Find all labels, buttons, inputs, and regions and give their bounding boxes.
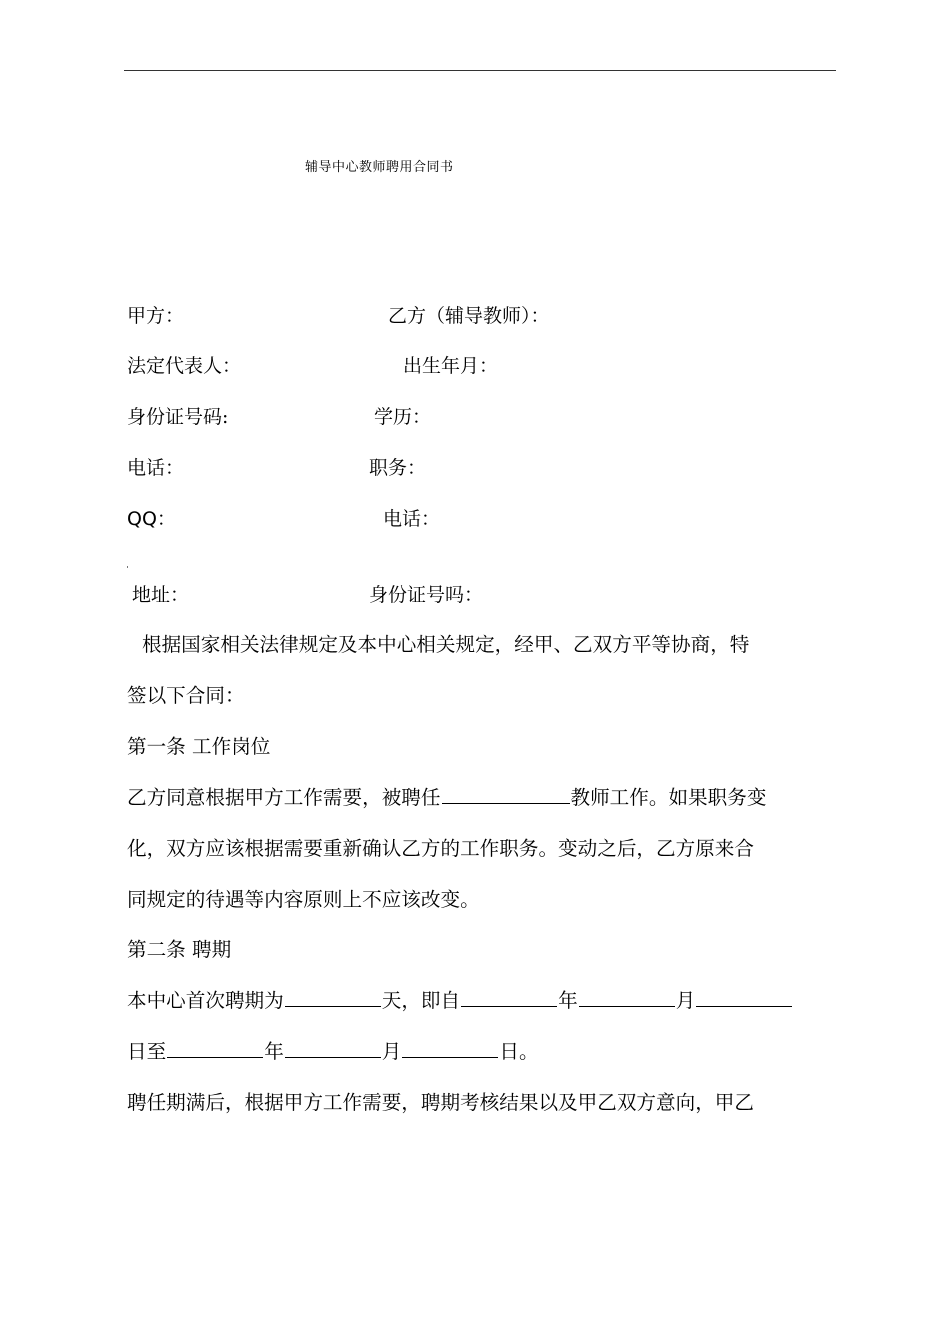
party-a-phone-label: 电话： xyxy=(127,457,185,479)
term-text-b: 天，即自 xyxy=(381,989,461,1012)
start-year-blank xyxy=(461,988,557,1007)
address-label: 地址： xyxy=(132,584,190,606)
article-2-line-2 xyxy=(127,1039,839,1065)
article-1-line-3: 同规定的待遇等内容原则上不应该改变。 xyxy=(127,888,480,911)
term-text-f: 年 xyxy=(264,1040,284,1063)
term-text-e: 日至 xyxy=(127,1040,167,1063)
party-a-label: 甲方： xyxy=(127,305,185,327)
education-label: 学历： xyxy=(374,406,432,428)
id-number-label: 身份证号码: xyxy=(127,406,229,428)
article-2-line-3: 聘任期满后，根据甲方工作需要，聘期考核结果以及甲乙双方意向，甲乙 xyxy=(127,1091,754,1114)
article-1-text-after-blank: 教师工作。如果职务变 xyxy=(570,786,767,809)
stray-mark xyxy=(127,566,128,568)
party-b-label: 乙方（辅导教师）： xyxy=(388,305,550,327)
term-days-blank xyxy=(285,988,381,1007)
end-month-blank xyxy=(285,1039,381,1058)
intro-line-1: 根据国家相关法律规定及本中心相关规定，经甲、乙双方平等协商，特 xyxy=(142,633,750,656)
article-1-line-1 xyxy=(127,785,839,811)
article-1-heading: 第一条 工作岗位 xyxy=(127,735,271,758)
article-1-line-2: 化，双方应该根据需要重新确认乙方的工作职务。变动之后，乙方原来合 xyxy=(127,837,754,860)
header-rule xyxy=(124,70,836,71)
term-text-c: 年 xyxy=(558,989,578,1012)
qq-label: QQ： xyxy=(127,508,176,530)
end-year-blank xyxy=(167,1039,263,1058)
end-day-blank xyxy=(402,1039,498,1058)
start-month-blank xyxy=(579,988,675,1007)
intro-line-2: 签以下合同： xyxy=(127,684,245,707)
term-text-a: 本中心首次聘期为 xyxy=(127,989,284,1012)
legal-rep-label: 法定代表人： xyxy=(127,355,242,377)
article-2-line-1 xyxy=(127,988,839,1014)
position-blank xyxy=(442,785,570,804)
term-text-g: 月 xyxy=(381,1040,402,1063)
article-2-heading: 第二条 聘期 xyxy=(127,938,232,961)
party-b-id-label: 身份证号吗： xyxy=(369,584,484,606)
document-title: 辅导中心教师聘用合同书 xyxy=(305,160,454,175)
position-label: 职务： xyxy=(369,457,427,479)
term-text-h: 日。 xyxy=(499,1040,539,1063)
article-1-text-before-blank: 乙方同意根据甲方工作需要，被聘任 xyxy=(127,786,441,809)
term-text-d: 月 xyxy=(675,989,696,1012)
birth-date-label: 出生年月： xyxy=(403,355,499,377)
start-day-blank xyxy=(696,988,792,1007)
party-b-phone-label: 电话： xyxy=(383,508,441,530)
